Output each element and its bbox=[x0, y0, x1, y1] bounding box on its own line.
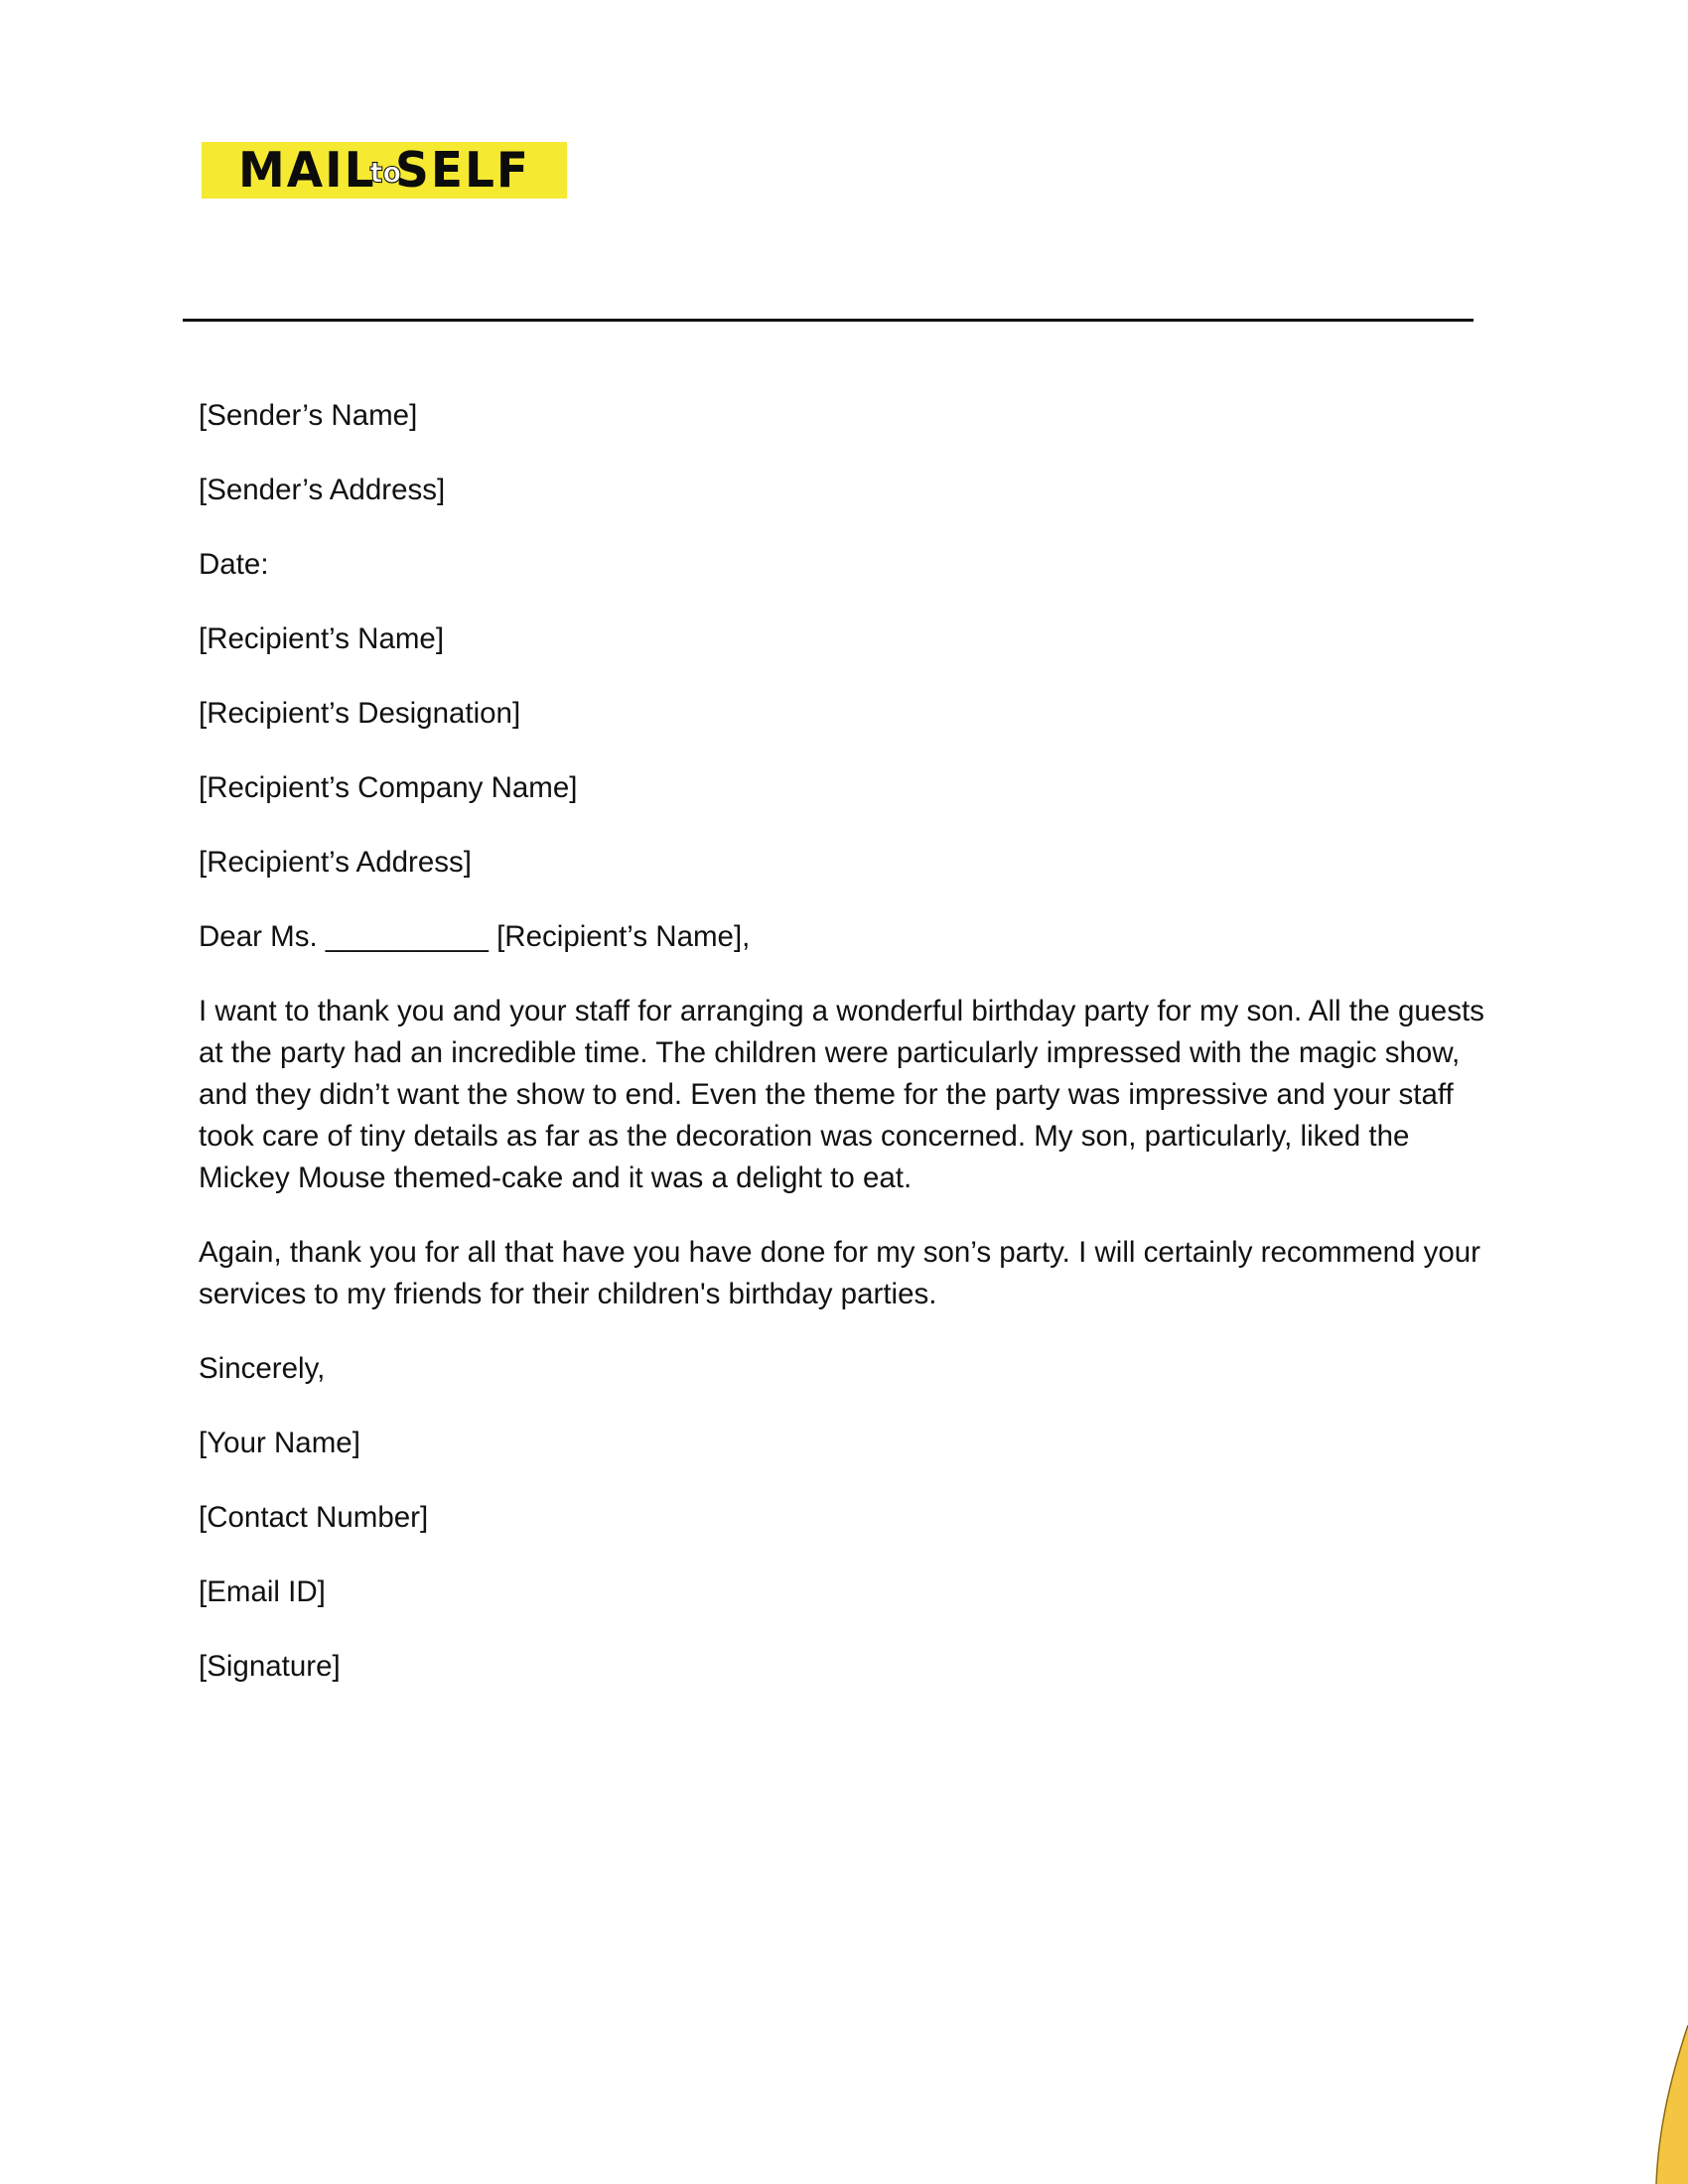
corner-decoration bbox=[1628, 2025, 1688, 2184]
your-name: [Your Name] bbox=[199, 1427, 360, 1459]
body-paragraph-1: I want to thank you and your staff for arranging a wonderful birthday party for my son. All the guests at the party had an incredible time. The children were particularly impressed with the magic show, and they didn’t want the show to end. Even the theme for the party was impressive and your staff took care of tiny details as far as the decoration was concerned. My son, particularly, liked the Mickey Mouse themed-cake and it was a delight to eat. bbox=[199, 995, 1484, 1194]
logo-word-mail: MAIL bbox=[237, 142, 376, 199]
logo-word-to: to bbox=[369, 157, 402, 190]
recipient-address: [Recipient’s Address] bbox=[199, 846, 472, 879]
logo-word-self: SELF bbox=[395, 142, 531, 199]
recipient-company: [Recipient’s Company Name] bbox=[199, 771, 578, 804]
salutation: Dear Ms. __________ [Recipient’s Name], bbox=[199, 920, 751, 953]
corner-swoosh bbox=[1656, 2025, 1688, 2184]
signature: [Signature] bbox=[199, 1650, 341, 1683]
recipient-designation: [Recipient’s Designation] bbox=[199, 697, 521, 730]
body-paragraph-2: Again, thank you for all that have you have done for my son’s party. I will certainly recommend your services to my friends for their children's birthday parties. bbox=[199, 1236, 1480, 1310]
recipient-name: [Recipient’s Name] bbox=[199, 622, 445, 655]
email-id: [Email ID] bbox=[199, 1575, 326, 1608]
logo-text bbox=[237, 142, 531, 199]
sender-address: [Sender’s Address] bbox=[199, 474, 446, 506]
header-divider bbox=[183, 319, 1474, 322]
letter-body bbox=[199, 395, 1489, 1720]
logo bbox=[202, 142, 567, 199]
sender-name: [Sender’s Name] bbox=[199, 399, 418, 432]
contact-number: [Contact Number] bbox=[199, 1501, 429, 1534]
closing: Sincerely, bbox=[199, 1352, 326, 1385]
date-line: Date: bbox=[199, 548, 269, 581]
